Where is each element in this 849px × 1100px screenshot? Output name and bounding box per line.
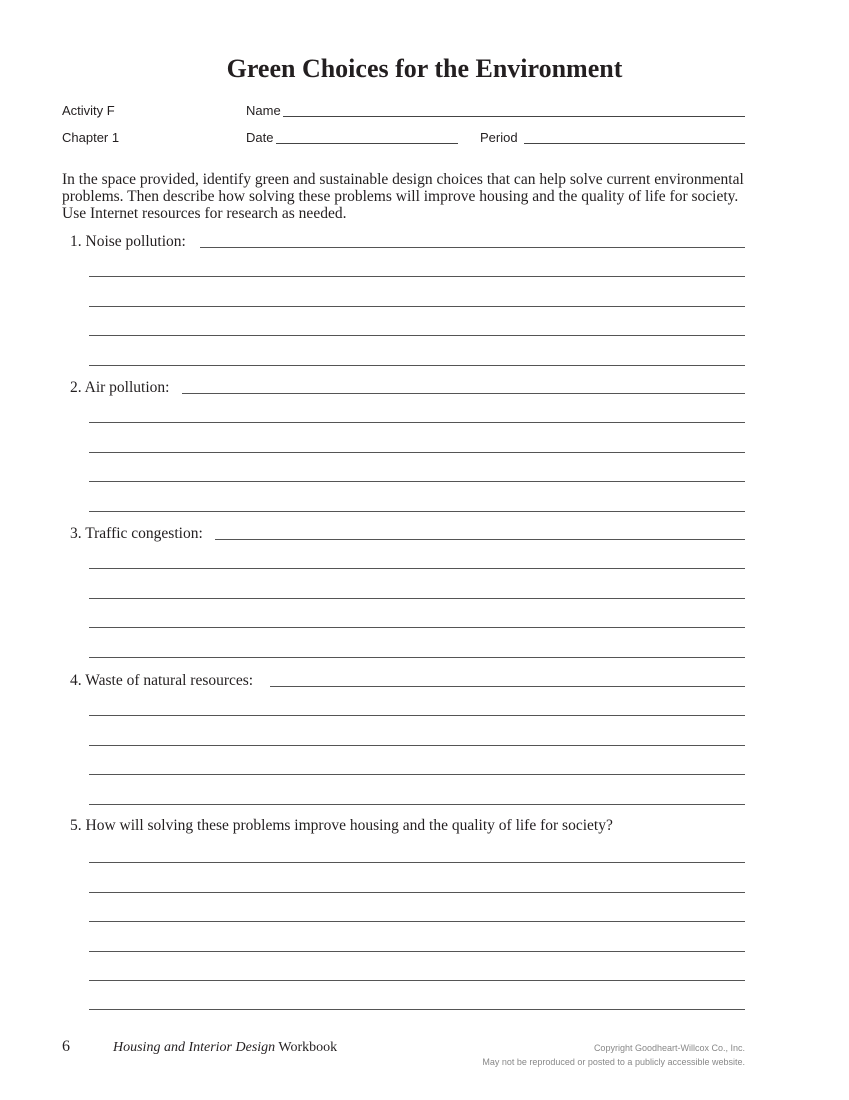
copyright: Copyright Goodheart-Willcox Co., Inc. [593, 1043, 745, 1053]
answer-line[interactable] [89, 715, 745, 716]
question-3-label: 3. Traffic congestion: [70, 525, 203, 542]
answer-line[interactable] [89, 481, 745, 482]
period-field[interactable] [524, 143, 745, 144]
answer-line[interactable] [89, 365, 745, 366]
question-1-label: 1. Noise pollution: [70, 233, 186, 250]
activity-label: Activity F [62, 103, 115, 118]
book-title-italic: Housing and Interior Design [113, 1040, 276, 1055]
answer-line[interactable] [89, 745, 745, 746]
answer-line[interactable] [89, 980, 745, 981]
answer-line[interactable] [89, 335, 745, 336]
question-2-label: 2. Air pollution: [70, 379, 170, 396]
answer-line[interactable] [182, 393, 745, 394]
instructions: In the space provided, identify green and sustainable design choices that can help solve current environmental problems. Then describe how solving these problems will improve housing and the quality of life for society. Use Internet resources for research as needed. [62, 171, 744, 222]
answer-line[interactable] [89, 862, 745, 863]
answer-line[interactable] [89, 306, 745, 307]
page-title: Green Choices for the Environment [226, 54, 623, 83]
answer-line[interactable] [270, 686, 745, 687]
date-field[interactable] [276, 143, 458, 144]
name-field[interactable] [283, 116, 745, 117]
answer-line[interactable] [89, 568, 745, 569]
answer-line[interactable] [89, 921, 745, 922]
answer-line[interactable] [89, 452, 745, 453]
date-label: Date [246, 130, 274, 145]
answer-line[interactable] [89, 627, 745, 628]
period-label: Period [480, 130, 518, 145]
answer-line[interactable] [89, 804, 745, 805]
answer-line[interactable] [89, 1009, 745, 1010]
answer-line[interactable] [89, 511, 745, 512]
answer-line[interactable] [89, 774, 745, 775]
answer-line[interactable] [89, 657, 745, 658]
book-title-rest: Workbook [275, 1040, 338, 1055]
chapter-label: Chapter 1 [62, 130, 120, 145]
question-5-label: 5. How will solving these problems improve housing and the quality of life for society? [70, 817, 613, 834]
answer-line[interactable] [215, 539, 745, 540]
name-label: Name [246, 103, 281, 118]
reproduction-notice: May not be reproduced or posted to a publicly accessible website. [482, 1057, 745, 1067]
page-number: 6 [62, 1038, 70, 1055]
book-title [113, 1040, 337, 1056]
answer-line[interactable] [89, 951, 745, 952]
answer-line[interactable] [200, 247, 745, 248]
answer-line[interactable] [89, 598, 745, 599]
answer-line[interactable] [89, 892, 745, 893]
answer-line[interactable] [89, 422, 745, 423]
answer-line[interactable] [89, 276, 745, 277]
question-4-label: 4. Waste of natural resources: [70, 672, 254, 689]
